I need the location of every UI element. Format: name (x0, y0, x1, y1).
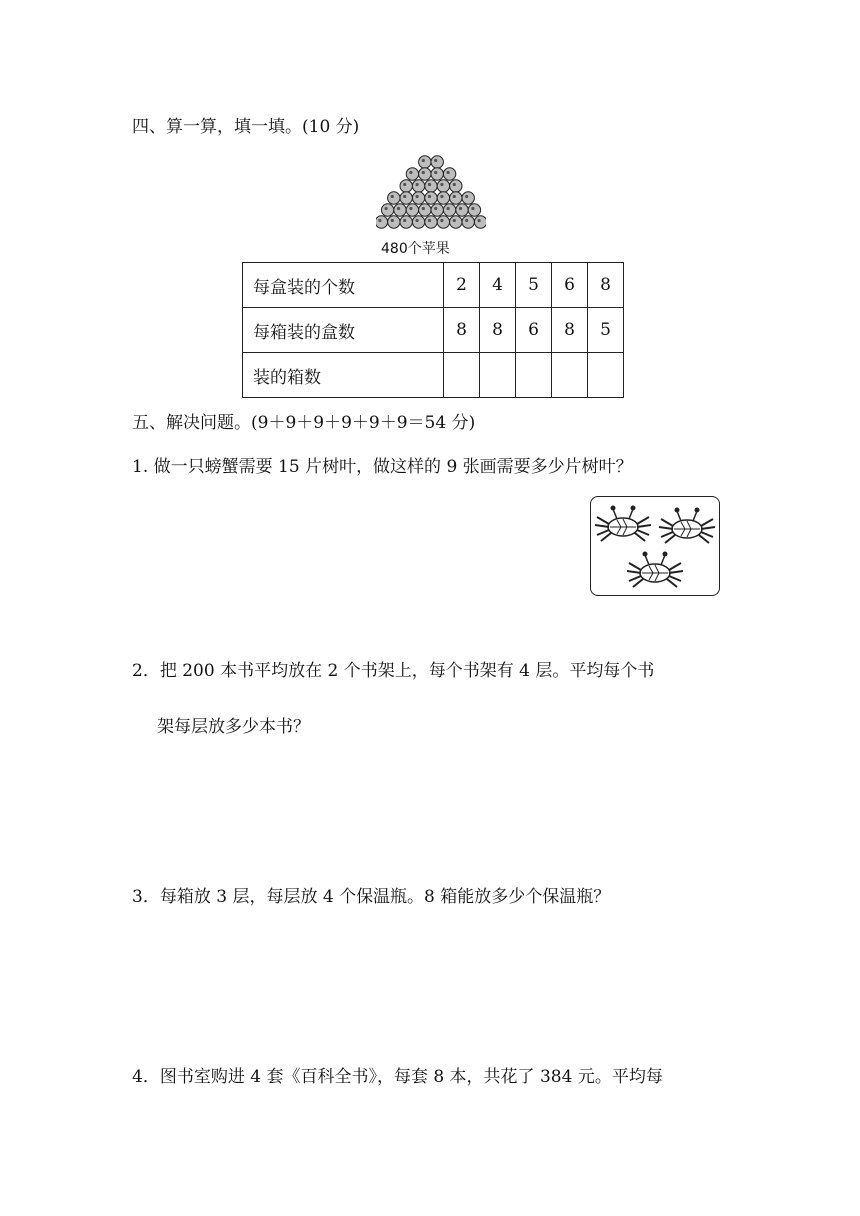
row-header: 装的箱数 (243, 353, 444, 398)
apple-spot (422, 171, 425, 174)
apple-spot (434, 171, 437, 174)
answer-cell[interactable] (480, 353, 516, 398)
table-cell: 2 (444, 263, 480, 308)
apple-icon (437, 192, 449, 204)
table-cell: 8 (588, 263, 624, 308)
apple-spot (385, 207, 388, 210)
apple-spot (428, 195, 431, 198)
apple-icon (431, 204, 443, 216)
apple-icon (419, 156, 431, 168)
apple-icon (474, 216, 486, 228)
apple-icon (443, 204, 455, 216)
apple-spot (440, 195, 443, 198)
apple-spot (416, 219, 419, 222)
table-row (243, 263, 624, 308)
question-1: 1. 做一只螃蟹需要 15 片树叶，做这样的 9 张画需要多少片树叶？ (132, 457, 633, 477)
apple-spot (453, 195, 456, 198)
question-2-line-1: 2．把 200 本书平均放在 2 个书架上，每个书架有 4 层。平均每个书 (132, 661, 655, 681)
apple-spot (416, 195, 419, 198)
apple-spot (409, 207, 412, 210)
question-4: 4．图书室购进 4 套《百科全书》，每套 8 本，共花了 384 元。平均每 (132, 1067, 663, 1087)
apple-spot (471, 207, 474, 210)
apple-spot (422, 207, 425, 210)
apple-spot (397, 207, 400, 210)
table-cell: 8 (552, 308, 588, 353)
apple-spot (434, 159, 437, 162)
apple-spot (428, 183, 431, 186)
apple-spot (434, 207, 437, 210)
apple-icon (456, 204, 468, 216)
answer-cell[interactable] (552, 353, 588, 398)
apple-spot (453, 219, 456, 222)
table-row (243, 353, 624, 398)
table-cell: 5 (516, 263, 552, 308)
packing-table (242, 262, 624, 398)
apple-icon (419, 168, 431, 180)
apple-icon (412, 192, 424, 204)
apple-spot (440, 183, 443, 186)
table-cell: 8 (444, 308, 480, 353)
apple-icon (394, 204, 406, 216)
apple-icon (462, 216, 474, 228)
apple-spot (391, 219, 394, 222)
apple-spot (428, 219, 431, 222)
apple-icon (388, 192, 400, 204)
apple-spot (391, 195, 394, 198)
apple-icon (437, 180, 449, 192)
apple-spot (440, 219, 443, 222)
table-cell: 8 (480, 308, 516, 353)
apple-spot (403, 183, 406, 186)
apple-spot (416, 183, 419, 186)
apple-icon (450, 192, 462, 204)
apple-spot (422, 159, 425, 162)
table-cell: 6 (516, 308, 552, 353)
apple-icon (412, 180, 424, 192)
apple-icon (437, 216, 449, 228)
answer-cell[interactable] (588, 353, 624, 398)
table-cell: 6 (552, 263, 588, 308)
apple-icon (425, 192, 437, 204)
apple-caption: 480个苹果 (381, 241, 450, 257)
crab-icon (659, 508, 715, 544)
apple-icon (376, 216, 388, 228)
apple-spot (459, 207, 462, 210)
apple-icon (425, 216, 437, 228)
table-row (243, 308, 624, 353)
apple-icon (419, 204, 431, 216)
apple-spot (447, 171, 450, 174)
apple-spot (447, 207, 450, 210)
apple-icon (412, 216, 424, 228)
apple-icon (400, 216, 412, 228)
apple-spot (378, 219, 381, 222)
apple-icon (462, 192, 474, 204)
apple-icon (450, 180, 462, 192)
apple-spot (465, 219, 468, 222)
section4-title: 四、算一算，填一填。(10 分) (132, 117, 360, 137)
apple-icon (400, 180, 412, 192)
apple-icon (431, 168, 443, 180)
answer-cell[interactable] (516, 353, 552, 398)
crab-icon (595, 506, 651, 542)
apple-icon (468, 204, 480, 216)
apple-spot (453, 183, 456, 186)
apple-spot (403, 219, 406, 222)
apple-icon (450, 216, 462, 228)
row-header: 每盒装的个数 (243, 263, 444, 308)
apple-icon (425, 180, 437, 192)
apple-icon (388, 216, 400, 228)
question-2-line-2: 架每层放多少本书？ (157, 717, 310, 737)
row-header: 每箱装的盒数 (243, 308, 444, 353)
question-3: 3．每箱放 3 层，每层放 4 个保温瓶。8 箱能放多少个保温瓶？ (132, 887, 611, 907)
apple-icon (406, 168, 418, 180)
apple-icon (400, 192, 412, 204)
answer-cell[interactable] (444, 353, 480, 398)
apple-spot (478, 219, 481, 222)
leaf-crab-picture (590, 496, 720, 596)
apple-spot (403, 195, 406, 198)
apple-icon (431, 156, 443, 168)
table-cell: 4 (480, 263, 516, 308)
table-cell: 5 (588, 308, 624, 353)
section5-title: 五、解决问题。(9＋9＋9＋9＋9＋9＝54 分) (132, 413, 476, 433)
apple-icon (443, 168, 455, 180)
apple-spot (409, 171, 412, 174)
apple-icon (406, 204, 418, 216)
apple-spot (465, 195, 468, 198)
crab-icon (627, 552, 683, 588)
apple-icon (381, 204, 393, 216)
